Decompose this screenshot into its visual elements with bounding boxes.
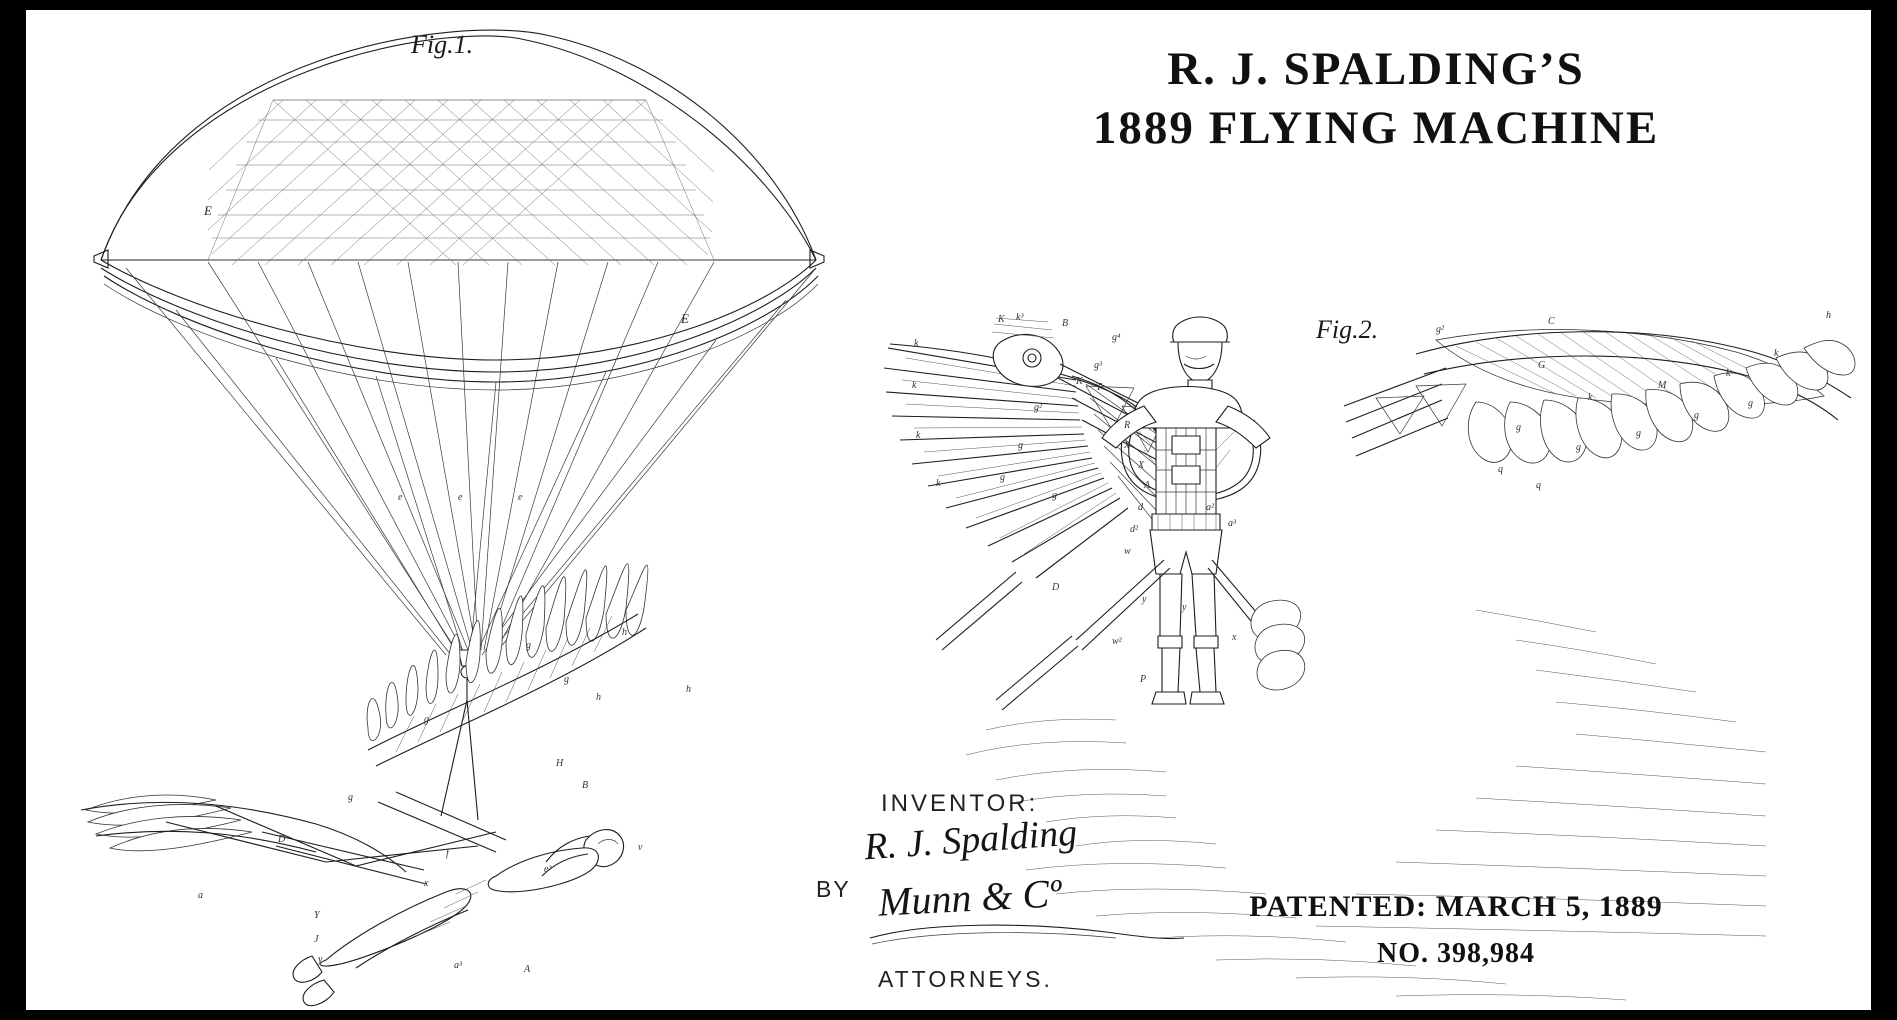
fig2-letter-w: w xyxy=(1124,546,1131,557)
fig2-letter-k-r2: k xyxy=(1726,368,1731,379)
fig2-letter-k-r1: k xyxy=(1774,348,1779,359)
fig2-letter-M: M xyxy=(1658,380,1667,391)
aviator-figure-icon xyxy=(293,830,623,1006)
attorney-signature: Munn & Cº xyxy=(876,870,1063,925)
fig2-letter-g2b: g² xyxy=(1034,402,1042,413)
fig1-letter-J: J xyxy=(314,934,319,945)
patent-info-block xyxy=(1106,890,1806,970)
fig2-letter-A: A xyxy=(1144,480,1151,491)
fig2-letter-a2: a² xyxy=(1206,502,1214,513)
harness-struts xyxy=(262,700,506,884)
attorneys-heading: ATTORNEYS. xyxy=(878,966,1053,992)
fig2-letter-k-r3: k xyxy=(1588,392,1593,403)
fig1-letter-H: H xyxy=(556,758,564,769)
fig1-letter-a3: a³ xyxy=(454,960,462,971)
fig1-letter-D: D xyxy=(278,834,286,845)
parachute-canopy-icon xyxy=(94,30,824,700)
by-label: BY xyxy=(816,876,851,902)
fig1-letter-g-3: g xyxy=(424,714,429,725)
fig1-letter-v: v xyxy=(638,842,643,853)
fig1-letter-E-left: E xyxy=(204,203,212,218)
fig2-letter-g-r1: g xyxy=(1516,422,1521,433)
fig1-letter-E-right: E xyxy=(681,311,689,326)
fig2-letter-X2: X xyxy=(1138,460,1145,471)
fig2-letter-g-r3: g xyxy=(1636,428,1641,439)
fig2-letter-C: C xyxy=(1548,316,1555,327)
fig2-letter-R: R xyxy=(1124,420,1131,431)
fig2-letter-k-1: k xyxy=(914,338,919,349)
fig1-letter-h-right: h xyxy=(686,684,691,695)
title-block xyxy=(926,40,1826,158)
fig1-letter-B: B xyxy=(582,780,589,791)
fig2-letter-g-r4: g xyxy=(1694,410,1699,421)
fig2-letter-G: G xyxy=(1538,360,1546,371)
fig1-letter-y: y xyxy=(318,954,323,965)
fig2-letter-X: X xyxy=(1124,440,1131,451)
fig2-letter-k-2: k xyxy=(912,380,917,391)
figure-1-drawing xyxy=(26,10,926,1010)
fig1-letter-h-mid: h xyxy=(596,692,601,703)
fig2-letter-g3: g³ xyxy=(1094,360,1102,371)
fig1-letter-g-1: g xyxy=(526,640,531,651)
fig2-letter-g4: g⁴ xyxy=(1112,332,1121,343)
fig2-letter-g2: g² xyxy=(1436,324,1444,335)
fig1-letter-e2: e xyxy=(458,492,463,503)
flapping-wings-icon xyxy=(81,564,648,872)
fig2-letter-K: K xyxy=(998,314,1005,325)
title-line-1: R. J. SPALDING’S xyxy=(1167,43,1585,95)
fig2-letter-k-4: k xyxy=(936,478,941,489)
fig2-letter-T: T xyxy=(1096,382,1102,393)
fig1-letter-e3: e³ xyxy=(544,864,552,875)
fig1-letter-a: a xyxy=(198,890,203,901)
fig2-letter-g-a: g xyxy=(1018,440,1023,451)
fig1-letter-e1: e xyxy=(398,492,403,503)
fig2-letter-h: h xyxy=(1826,310,1831,321)
fig1-letter-h-top: h xyxy=(622,627,627,638)
fig2-letter-g-r2: g xyxy=(1576,442,1581,453)
fig2-letter-a3: a³ xyxy=(1228,518,1236,529)
figure-2-label: Fig.2. xyxy=(1316,315,1379,344)
patent-date: PATENTED: MARCH 5, 1889 xyxy=(1249,890,1663,923)
fig2-letter-B: B xyxy=(1062,318,1069,329)
fig2-letter-P: P xyxy=(1140,674,1147,685)
figure-1-label: Fig.1. xyxy=(411,30,474,59)
fig1-letter-g-2: g xyxy=(564,674,569,685)
fig2-letter-k3: k³ xyxy=(1016,312,1024,323)
fig2-letter-g-b: g xyxy=(1000,472,1005,483)
inventor-heading: INVENTOR: xyxy=(881,790,1039,817)
fig2-letter-y2: y xyxy=(1182,602,1187,613)
fig1-letter-e3: e xyxy=(518,492,523,503)
fig2-letter-D: D xyxy=(1052,582,1060,593)
fig2-letter-K2: K xyxy=(1076,376,1083,387)
fig2-letter-q-2: q xyxy=(1536,480,1541,491)
fig1-letter-Y: Y xyxy=(314,910,320,921)
inventor-signature: R. J. Spalding xyxy=(862,811,1079,869)
fig1-letter-g-4: g xyxy=(348,792,353,803)
fig2-letter-g-c: g xyxy=(1052,490,1057,501)
fig2-letter-y: y xyxy=(1142,594,1147,605)
fig2-letter-x: x xyxy=(1232,632,1237,643)
fig2-letter-d: d xyxy=(1138,502,1143,513)
patent-drawing-sheet xyxy=(26,10,1871,1010)
fig1-letter-f: f xyxy=(446,848,449,859)
fig2-letter-d2: d² xyxy=(1130,524,1138,535)
fig1-letter-x: x xyxy=(424,878,429,889)
fig2-letter-q-1: q xyxy=(1498,464,1503,475)
fig2-letter-k-3: k xyxy=(916,430,921,441)
fig2-letter-g-r5: g xyxy=(1748,398,1753,409)
title-line-2: 1889 FLYING MACHINE xyxy=(1092,101,1660,154)
left-wing-assembly xyxy=(884,318,1176,578)
fig1-letter-A: A xyxy=(524,964,531,975)
patent-number: NO. 398,984 xyxy=(1377,938,1535,969)
fig2-letter-w2: w² xyxy=(1112,636,1122,647)
